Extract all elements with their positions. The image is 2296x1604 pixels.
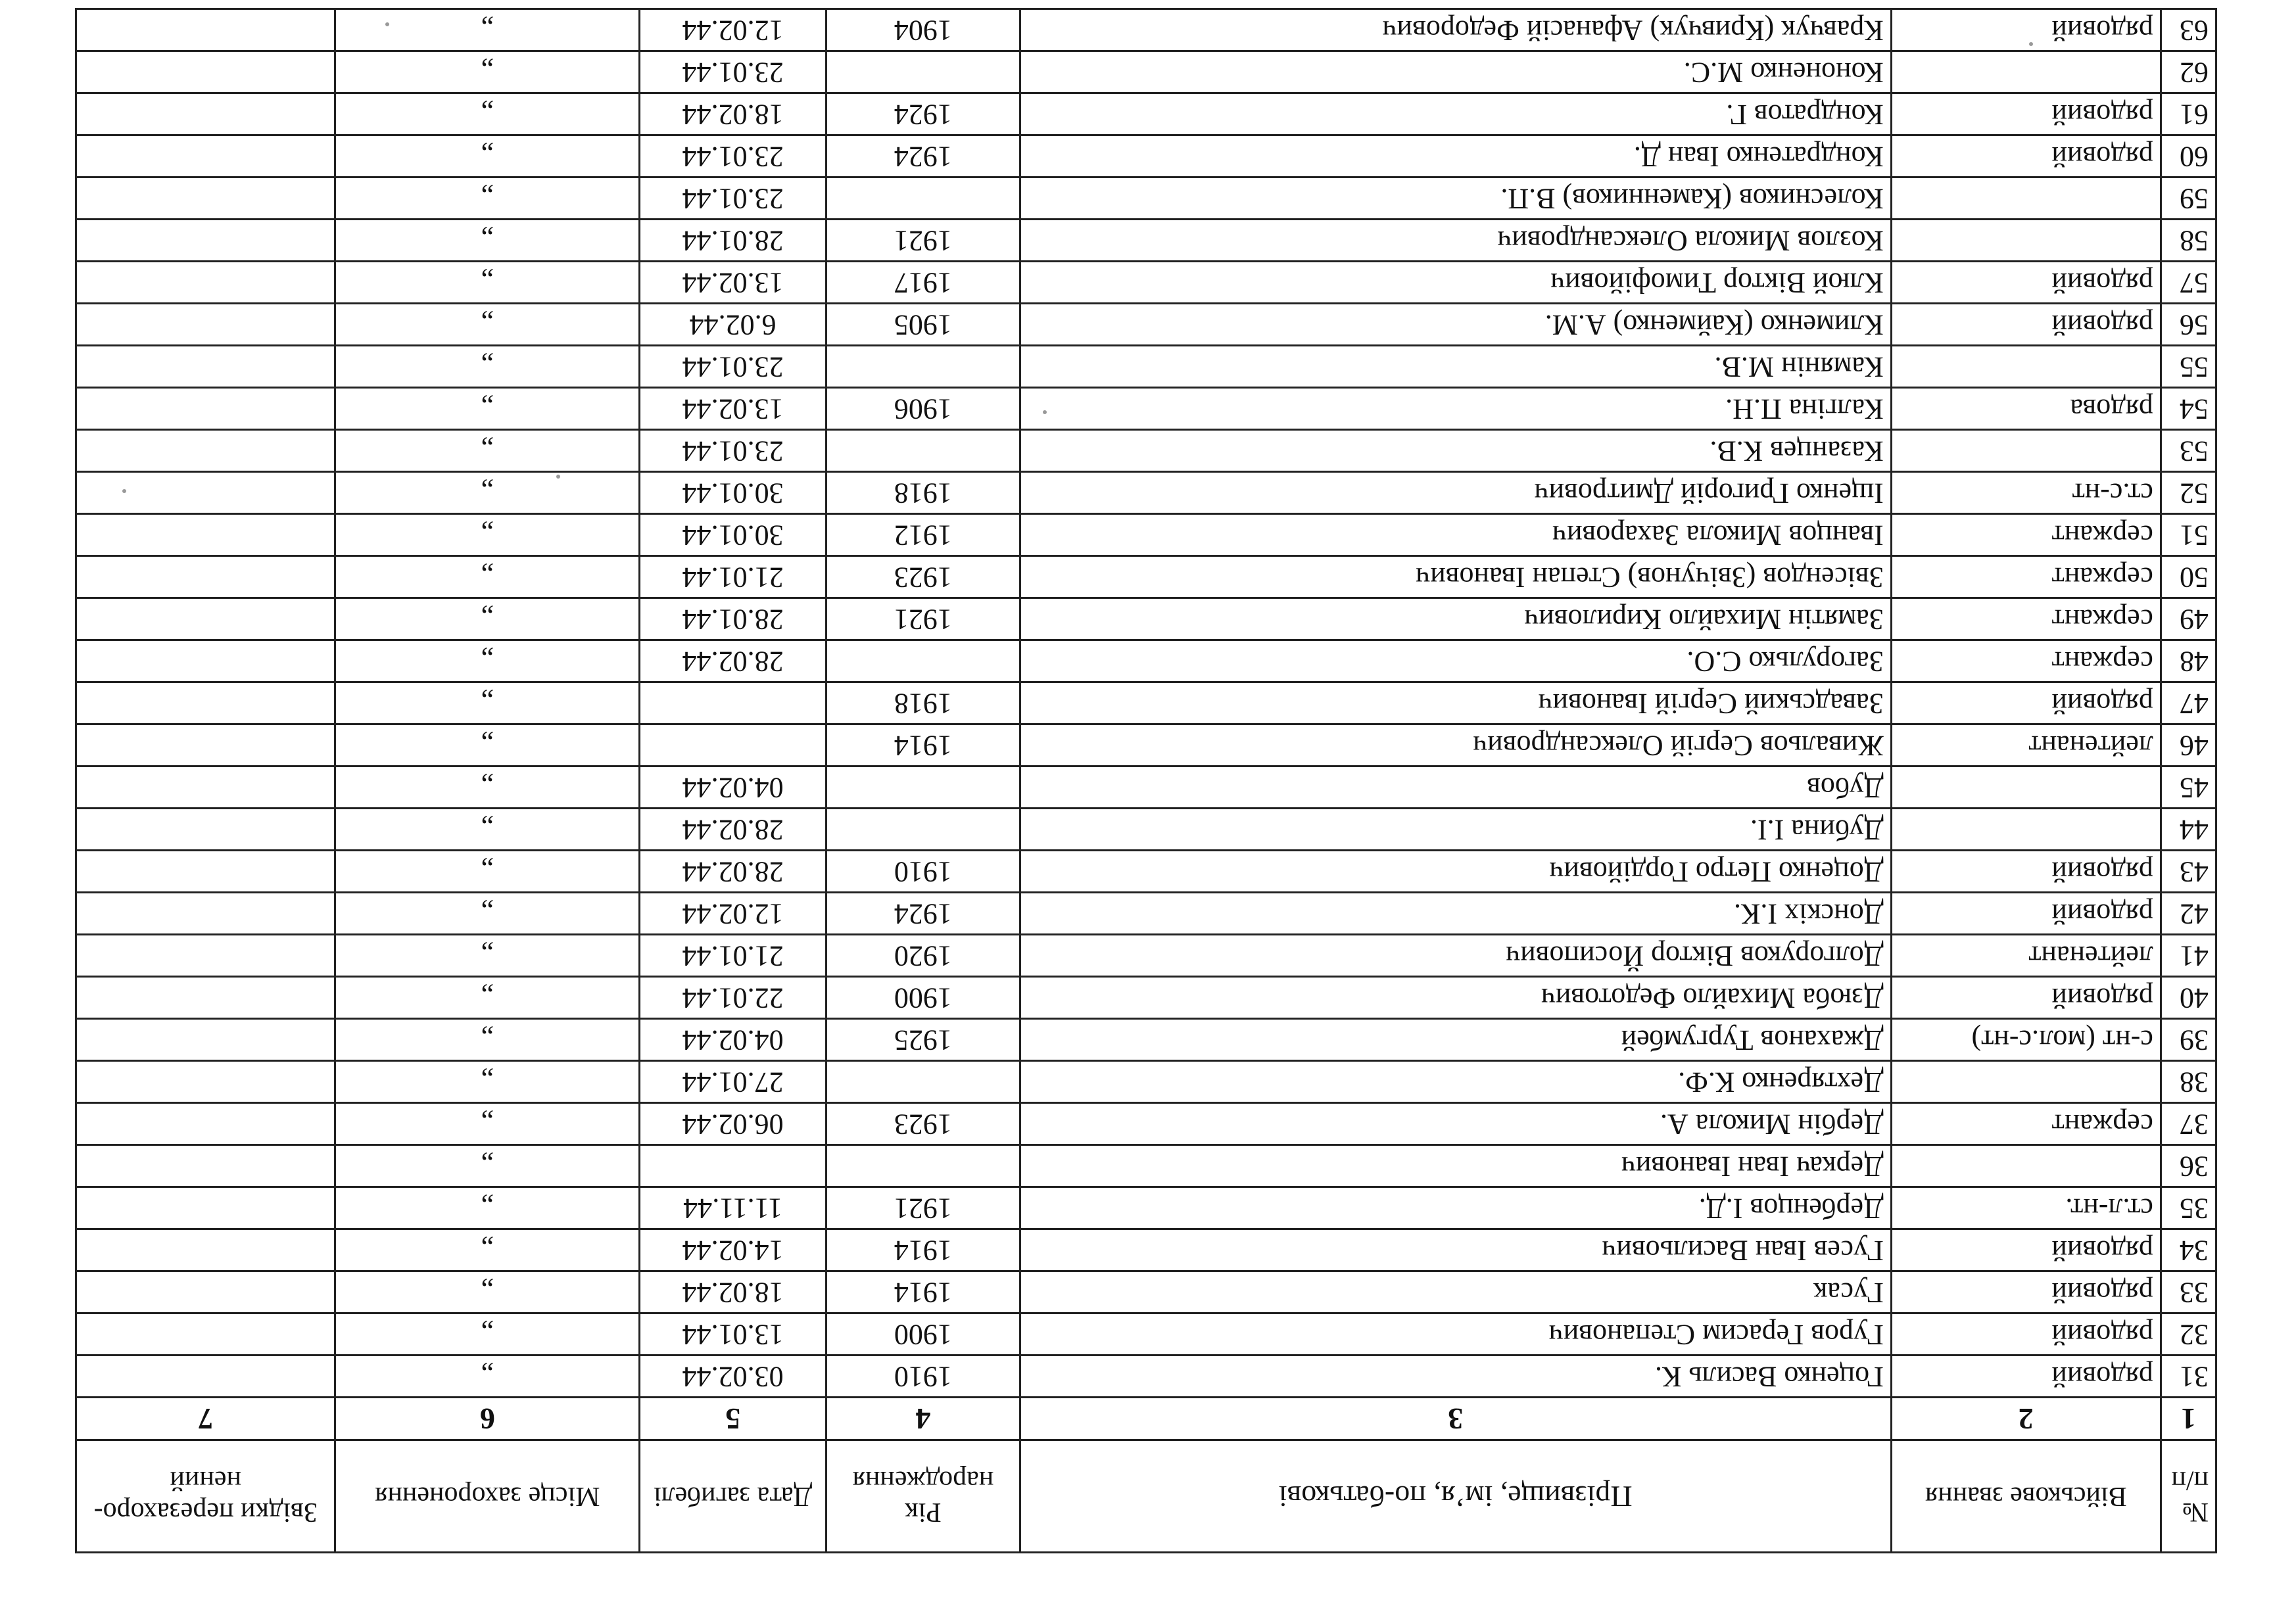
burial-place: „ (335, 1271, 640, 1313)
burial-place: „ (335, 935, 640, 977)
military-rank (1891, 1061, 2161, 1103)
table-row (76, 851, 2216, 893)
row-number: 43 (2161, 851, 2216, 893)
column-number: 5 (640, 1398, 826, 1440)
table-row (76, 1103, 2216, 1145)
burial-place: „ (335, 220, 640, 262)
birth-year: 1912 (826, 514, 1020, 556)
full-name: Джаханов Тургумбей (1020, 1019, 1891, 1061)
table-row (76, 304, 2216, 346)
reburied-from (76, 724, 335, 767)
full-name: Кондратенко Іван Д. (1020, 135, 1891, 177)
birth-year: 1914 (826, 1229, 1020, 1271)
birth-year (826, 767, 1020, 809)
birth-year: 1900 (826, 1313, 1020, 1356)
burial-place: „ (335, 1103, 640, 1145)
burial-place: „ (335, 556, 640, 598)
reburied-from (76, 1313, 335, 1356)
table-row (76, 514, 2216, 556)
military-rank: сержант (1891, 598, 2161, 640)
military-rank (1891, 430, 2161, 472)
birth-year (826, 640, 1020, 682)
row-number: 56 (2161, 304, 2216, 346)
burial-place: „ (335, 809, 640, 851)
scan-speck (1043, 410, 1047, 414)
row-number: 36 (2161, 1145, 2216, 1187)
column-number: 6 (335, 1398, 640, 1440)
death-date (640, 1145, 826, 1187)
full-name: Іванцов Микола Захарович (1020, 514, 1891, 556)
burial-place: „ (335, 724, 640, 767)
full-name: Гоценко Василь К. (1020, 1356, 1891, 1398)
reburied-from (76, 1145, 335, 1187)
header-row (76, 1440, 2216, 1553)
table-row (76, 977, 2216, 1019)
military-rank: ст.л-нт. (1891, 1187, 2161, 1229)
full-name: Замятін Михайло Кирилович (1020, 598, 1891, 640)
reburied-from (76, 220, 335, 262)
reburied-from (76, 514, 335, 556)
death-date: 28.01.44 (640, 598, 826, 640)
table-row (76, 556, 2216, 598)
full-name: Гуров Герасим Степанович (1020, 1313, 1891, 1356)
column-number: 4 (826, 1398, 1020, 1440)
column-number: 7 (76, 1398, 335, 1440)
full-name: Донскіх І.К. (1020, 893, 1891, 935)
military-rank (1891, 177, 2161, 220)
military-rank: рядовий (1891, 682, 2161, 724)
row-number: 37 (2161, 1103, 2216, 1145)
death-date: 13.01.44 (640, 1313, 826, 1356)
row-number: 61 (2161, 93, 2216, 135)
death-date: 6.02.44 (640, 304, 826, 346)
birth-year: 1921 (826, 598, 1020, 640)
birth-year: 1910 (826, 851, 1020, 893)
death-date: 30.01.44 (640, 514, 826, 556)
military-rank (1891, 767, 2161, 809)
full-name: Кравчук (Кривчук) Афанасій Федорович (1020, 9, 1891, 51)
burial-place: „ (335, 1061, 640, 1103)
column-number: 1 (2161, 1398, 2216, 1440)
burial-place: „ (335, 9, 640, 51)
full-name: Дубов (1020, 767, 1891, 809)
table-row (76, 935, 2216, 977)
row-number: 62 (2161, 51, 2216, 93)
table-row (76, 346, 2216, 388)
burial-place: „ (335, 1313, 640, 1356)
table-row (76, 9, 2216, 51)
full-name: Казанцев К.В. (1020, 430, 1891, 472)
row-number: 45 (2161, 767, 2216, 809)
birth-year: 1920 (826, 935, 1020, 977)
death-date (640, 724, 826, 767)
table-row (76, 893, 2216, 935)
column-number: 3 (1020, 1398, 1891, 1440)
death-date: 30.01.44 (640, 472, 826, 514)
full-name: Завадський Сергій Іванович (1020, 682, 1891, 724)
row-number: 53 (2161, 430, 2216, 472)
reburied-from (76, 177, 335, 220)
military-rank: рядова (1891, 388, 2161, 430)
military-rank: с-нт (мол.с-нт) (1891, 1019, 2161, 1061)
scan-speck (556, 475, 560, 479)
full-name: Кононенко М.С. (1020, 51, 1891, 93)
military-rank: рядовий (1891, 851, 2161, 893)
row-number: 35 (2161, 1187, 2216, 1229)
header-death-date: Дата загибелі (640, 1440, 826, 1553)
reburied-from (76, 1271, 335, 1313)
table-row (76, 135, 2216, 177)
reburied-from (76, 556, 335, 598)
death-date: 21.01.44 (640, 556, 826, 598)
death-date: 06.02.44 (640, 1103, 826, 1145)
full-name: Іщенко Григорій Дмитрович (1020, 472, 1891, 514)
full-name: Камянін М.В. (1020, 346, 1891, 388)
military-rank: рядовий (1891, 9, 2161, 51)
birth-year: 1917 (826, 262, 1020, 304)
burial-place: „ (335, 1229, 640, 1271)
death-date: 28.02.44 (640, 809, 826, 851)
military-rank: рядовий (1891, 1271, 2161, 1313)
row-number: 52 (2161, 472, 2216, 514)
death-date: 23.01.44 (640, 177, 826, 220)
death-date: 11.11.44 (640, 1187, 826, 1229)
row-number: 38 (2161, 1061, 2216, 1103)
military-rank: сержант (1891, 556, 2161, 598)
military-rank: рядовий (1891, 1229, 2161, 1271)
birth-year: 1905 (826, 304, 1020, 346)
full-name: Клименко (Кайменко) А.М. (1020, 304, 1891, 346)
full-name: Доценко Петро Гордійович (1020, 851, 1891, 893)
birth-year: 1924 (826, 93, 1020, 135)
header-number: № п/п (2161, 1440, 2216, 1553)
military-rank: рядовий (1891, 893, 2161, 935)
row-number: 31 (2161, 1356, 2216, 1398)
burial-place: „ (335, 977, 640, 1019)
row-number: 40 (2161, 977, 2216, 1019)
row-number: 33 (2161, 1271, 2216, 1313)
full-name: Дербенцов І.Д. (1020, 1187, 1891, 1229)
scan-speck (2029, 42, 2033, 46)
full-name: Деркач Іван Іванович (1020, 1145, 1891, 1187)
military-rank: лейтенант (1891, 935, 2161, 977)
table-row (76, 1187, 2216, 1229)
reburied-from (76, 472, 335, 514)
row-number: 49 (2161, 598, 2216, 640)
header-rank: Військове звання (1891, 1440, 2161, 1553)
table-row (76, 1145, 2216, 1187)
burial-place: „ (335, 1187, 640, 1229)
birth-year (826, 346, 1020, 388)
burial-place: „ (335, 640, 640, 682)
row-number: 54 (2161, 388, 2216, 430)
reburied-from (76, 1229, 335, 1271)
table-row (76, 430, 2216, 472)
birth-year (826, 430, 1020, 472)
row-number: 55 (2161, 346, 2216, 388)
military-rank (1891, 809, 2161, 851)
row-number: 60 (2161, 135, 2216, 177)
death-date: 04.02.44 (640, 1019, 826, 1061)
burial-register-table (75, 8, 2217, 1553)
birth-year: 1914 (826, 1271, 1020, 1313)
death-date: 23.01.44 (640, 51, 826, 93)
burial-place: „ (335, 51, 640, 93)
table-row (76, 682, 2216, 724)
death-date (640, 682, 826, 724)
burial-place: „ (335, 135, 640, 177)
table-row (76, 262, 2216, 304)
row-number: 41 (2161, 935, 2216, 977)
military-rank (1891, 1145, 2161, 1187)
birth-year: 1918 (826, 472, 1020, 514)
scan-speck (122, 489, 126, 493)
birth-year (826, 1061, 1020, 1103)
header-full-name: Прізвище, ім’я, по-батькові (1020, 1440, 1891, 1553)
table-row (76, 1061, 2216, 1103)
full-name: Дехтяренко К.Ф. (1020, 1061, 1891, 1103)
death-date: 27.01.44 (640, 1061, 826, 1103)
row-number: 58 (2161, 220, 2216, 262)
row-number: 42 (2161, 893, 2216, 935)
birth-year: 1921 (826, 1187, 1020, 1229)
military-rank (1891, 51, 2161, 93)
military-rank: рядовий (1891, 1313, 2161, 1356)
birth-year (826, 809, 1020, 851)
death-date: 28.02.44 (640, 851, 826, 893)
reburied-from (76, 809, 335, 851)
column-number-row (76, 1398, 2216, 1440)
full-name: Звісендов (Звічунов) Степан Іванович (1020, 556, 1891, 598)
death-date: 18.02.44 (640, 93, 826, 135)
death-date: 23.01.44 (640, 430, 826, 472)
reburied-from (76, 1019, 335, 1061)
full-name: Гусев Іван Васильович (1020, 1229, 1891, 1271)
table-row (76, 1019, 2216, 1061)
reburied-from (76, 1061, 335, 1103)
military-rank: лейтенант (1891, 724, 2161, 767)
full-name: Загорулько С.О. (1020, 640, 1891, 682)
reburied-from (76, 851, 335, 893)
reburied-from (76, 682, 335, 724)
burial-place: „ (335, 346, 640, 388)
column-number: 2 (1891, 1398, 2161, 1440)
reburied-from (76, 304, 335, 346)
burial-place: „ (335, 472, 640, 514)
death-date: 22.01.44 (640, 977, 826, 1019)
death-date: 13.02.44 (640, 388, 826, 430)
register-rows (76, 9, 2216, 1398)
birth-year: 1900 (826, 977, 1020, 1019)
row-number: 47 (2161, 682, 2216, 724)
table-row (76, 1271, 2216, 1313)
reburied-from (76, 9, 335, 51)
military-rank: рядовий (1891, 304, 2161, 346)
reburied-from (76, 640, 335, 682)
birth-year: 1918 (826, 682, 1020, 724)
death-date: 23.01.44 (640, 135, 826, 177)
row-number: 48 (2161, 640, 2216, 682)
full-name: Дубина І.І. (1020, 809, 1891, 851)
birth-year (826, 177, 1020, 220)
burial-place: „ (335, 767, 640, 809)
table-row (76, 51, 2216, 93)
burial-place: „ (335, 682, 640, 724)
header-birth-year: Рік народження (826, 1440, 1020, 1553)
reburied-from (76, 598, 335, 640)
table-row (76, 767, 2216, 809)
row-number: 51 (2161, 514, 2216, 556)
table-row (76, 177, 2216, 220)
row-number: 32 (2161, 1313, 2216, 1356)
row-number: 59 (2161, 177, 2216, 220)
row-number: 57 (2161, 262, 2216, 304)
full-name: Гусак (1020, 1271, 1891, 1313)
military-rank (1891, 220, 2161, 262)
table-row (76, 640, 2216, 682)
full-name: Клюй Віктор Тимофійович (1020, 262, 1891, 304)
row-number: 34 (2161, 1229, 2216, 1271)
full-name: Дзюба Михайло Федотович (1020, 977, 1891, 1019)
military-rank: сержант (1891, 514, 2161, 556)
table-row (76, 93, 2216, 135)
burial-place: „ (335, 262, 640, 304)
row-number: 44 (2161, 809, 2216, 851)
military-rank: ст.с-нт (1891, 472, 2161, 514)
death-date: 03.02.44 (640, 1356, 826, 1398)
birth-year (826, 1145, 1020, 1187)
header-burial-place: Місце захоронення (335, 1440, 640, 1553)
header-reburied-from: Звідки перезахоро-нений (76, 1440, 335, 1553)
reburied-from (76, 262, 335, 304)
reburied-from (76, 935, 335, 977)
death-date: 23.01.44 (640, 346, 826, 388)
reburied-from (76, 1356, 335, 1398)
death-date: 28.02.44 (640, 640, 826, 682)
burial-place: „ (335, 304, 640, 346)
row-number: 46 (2161, 724, 2216, 767)
reburied-from (76, 51, 335, 93)
birth-year: 1925 (826, 1019, 1020, 1061)
birth-year: 1924 (826, 135, 1020, 177)
table-row (76, 1356, 2216, 1398)
row-number: 63 (2161, 9, 2216, 51)
full-name: Козлов Микола Олександрович (1020, 220, 1891, 262)
reburied-from (76, 346, 335, 388)
birth-year: 1914 (826, 724, 1020, 767)
death-date: 21.01.44 (640, 935, 826, 977)
birth-year: 1924 (826, 893, 1020, 935)
military-rank (1891, 346, 2161, 388)
death-date: 12.02.44 (640, 9, 826, 51)
burial-place: „ (335, 893, 640, 935)
military-rank: рядовий (1891, 93, 2161, 135)
military-rank: рядовий (1891, 135, 2161, 177)
burial-place: „ (335, 598, 640, 640)
table-row (76, 724, 2216, 767)
reburied-from (76, 430, 335, 472)
military-rank: рядовий (1891, 977, 2161, 1019)
burial-place: „ (335, 1356, 640, 1398)
table-row (76, 220, 2216, 262)
burial-place: „ (335, 430, 640, 472)
burial-place: „ (335, 851, 640, 893)
reburied-from (76, 767, 335, 809)
row-number: 50 (2161, 556, 2216, 598)
reburied-from (76, 93, 335, 135)
reburied-from (76, 388, 335, 430)
death-date: 12.02.44 (640, 893, 826, 935)
death-date: 18.02.44 (640, 1271, 826, 1313)
full-name: Живальов Сергій Олександрович (1020, 724, 1891, 767)
birth-year: 1910 (826, 1356, 1020, 1398)
birth-year: 1906 (826, 388, 1020, 430)
full-name: Долгоруков Віктор Йосипович (1020, 935, 1891, 977)
death-date: 14.02.44 (640, 1229, 826, 1271)
burial-place: „ (335, 177, 640, 220)
scan-speck (385, 22, 389, 26)
birth-year: 1923 (826, 556, 1020, 598)
table-row (76, 472, 2216, 514)
row-number: 39 (2161, 1019, 2216, 1061)
death-date: 13.02.44 (640, 262, 826, 304)
military-rank: рядовий (1891, 262, 2161, 304)
table-row (76, 1313, 2216, 1356)
full-name: Калгіна П.Н. (1020, 388, 1891, 430)
reburied-from (76, 893, 335, 935)
death-date: 04.02.44 (640, 767, 826, 809)
table-row (76, 809, 2216, 851)
birth-year: 1923 (826, 1103, 1020, 1145)
burial-place: „ (335, 93, 640, 135)
table-row (76, 598, 2216, 640)
birth-year (826, 51, 1020, 93)
military-rank: сержант (1891, 1103, 2161, 1145)
table-row (76, 388, 2216, 430)
burial-place: „ (335, 1145, 640, 1187)
full-name: Дербін Микола А. (1020, 1103, 1891, 1145)
full-name: Колесников (Каменников) В.П. (1020, 177, 1891, 220)
burial-place: „ (335, 514, 640, 556)
burial-place: „ (335, 388, 640, 430)
full-name: Кондратов Г. (1020, 93, 1891, 135)
reburied-from (76, 135, 335, 177)
military-rank: сержант (1891, 640, 2161, 682)
military-rank: рядовий (1891, 1356, 2161, 1398)
birth-year: 1904 (826, 9, 1020, 51)
reburied-from (76, 1103, 335, 1145)
reburied-from (76, 977, 335, 1019)
table-row (76, 1229, 2216, 1271)
burial-place: „ (335, 1019, 640, 1061)
reburied-from (76, 1187, 335, 1229)
birth-year: 1921 (826, 220, 1020, 262)
death-date: 28.01.44 (640, 220, 826, 262)
